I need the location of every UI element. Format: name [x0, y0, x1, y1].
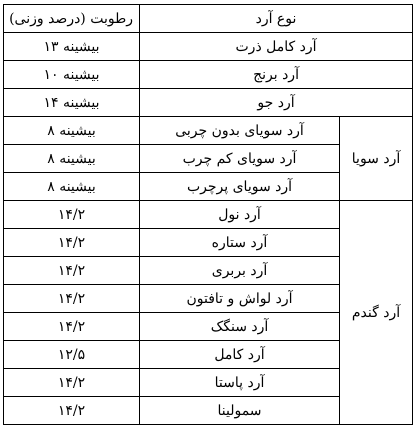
moisture-value: بیشینه ۱۳	[4, 33, 140, 61]
moisture-value: ۱۴/۲	[4, 285, 140, 313]
table-header-row	[4, 5, 413, 33]
moisture-value: ۱۴/۲	[4, 201, 140, 229]
moisture-value: ۱۴/۲	[4, 397, 140, 425]
flour-name: آرد جو	[140, 89, 413, 117]
flour-name: آرد بربری	[140, 257, 340, 285]
table-row	[4, 201, 413, 229]
flour-name: آرد پاستا	[140, 369, 340, 397]
flour-name: آرد سویای پرچرب	[140, 173, 340, 201]
moisture-value: ۱۴/۲	[4, 229, 140, 257]
header-flour-type: نوع آرد	[140, 5, 413, 33]
flour-name: آرد لواش و تافتون	[140, 285, 340, 313]
table-row	[4, 33, 413, 61]
flour-name: آرد کامل	[140, 341, 340, 369]
moisture-value: بیشینه ۱۴	[4, 89, 140, 117]
flour-moisture-table	[3, 4, 413, 425]
group-label-soy: آرد سویا	[340, 117, 413, 201]
flour-name: آرد نول	[140, 201, 340, 229]
flour-name: آرد برنج	[140, 61, 413, 89]
moisture-value: بیشینه ۸	[4, 145, 140, 173]
moisture-value: ۱۴/۲	[4, 257, 140, 285]
moisture-value: ۱۴/۲	[4, 369, 140, 397]
moisture-value: ۱۴/۲	[4, 313, 140, 341]
flour-name: آرد سویای بدون چربی	[140, 117, 340, 145]
flour-name: آرد سویای کم چرب	[140, 145, 340, 173]
table-row	[4, 61, 413, 89]
table-row	[4, 89, 413, 117]
moisture-value: بیشینه ۱۰	[4, 61, 140, 89]
header-moisture: رطوبت (درصد وزنی)	[4, 5, 140, 33]
table-row	[4, 117, 413, 145]
moisture-value: بیشینه ۸	[4, 117, 140, 145]
group-label-wheat: آرد گندم	[340, 201, 413, 425]
moisture-value: ۱۲/۵	[4, 341, 140, 369]
flour-name: سمولینا	[140, 397, 340, 425]
flour-name: آرد ستاره	[140, 229, 340, 257]
flour-name: آرد کامل ذرت	[140, 33, 413, 61]
moisture-value: بیشینه ۸	[4, 173, 140, 201]
flour-name: آرد سنگک	[140, 313, 340, 341]
